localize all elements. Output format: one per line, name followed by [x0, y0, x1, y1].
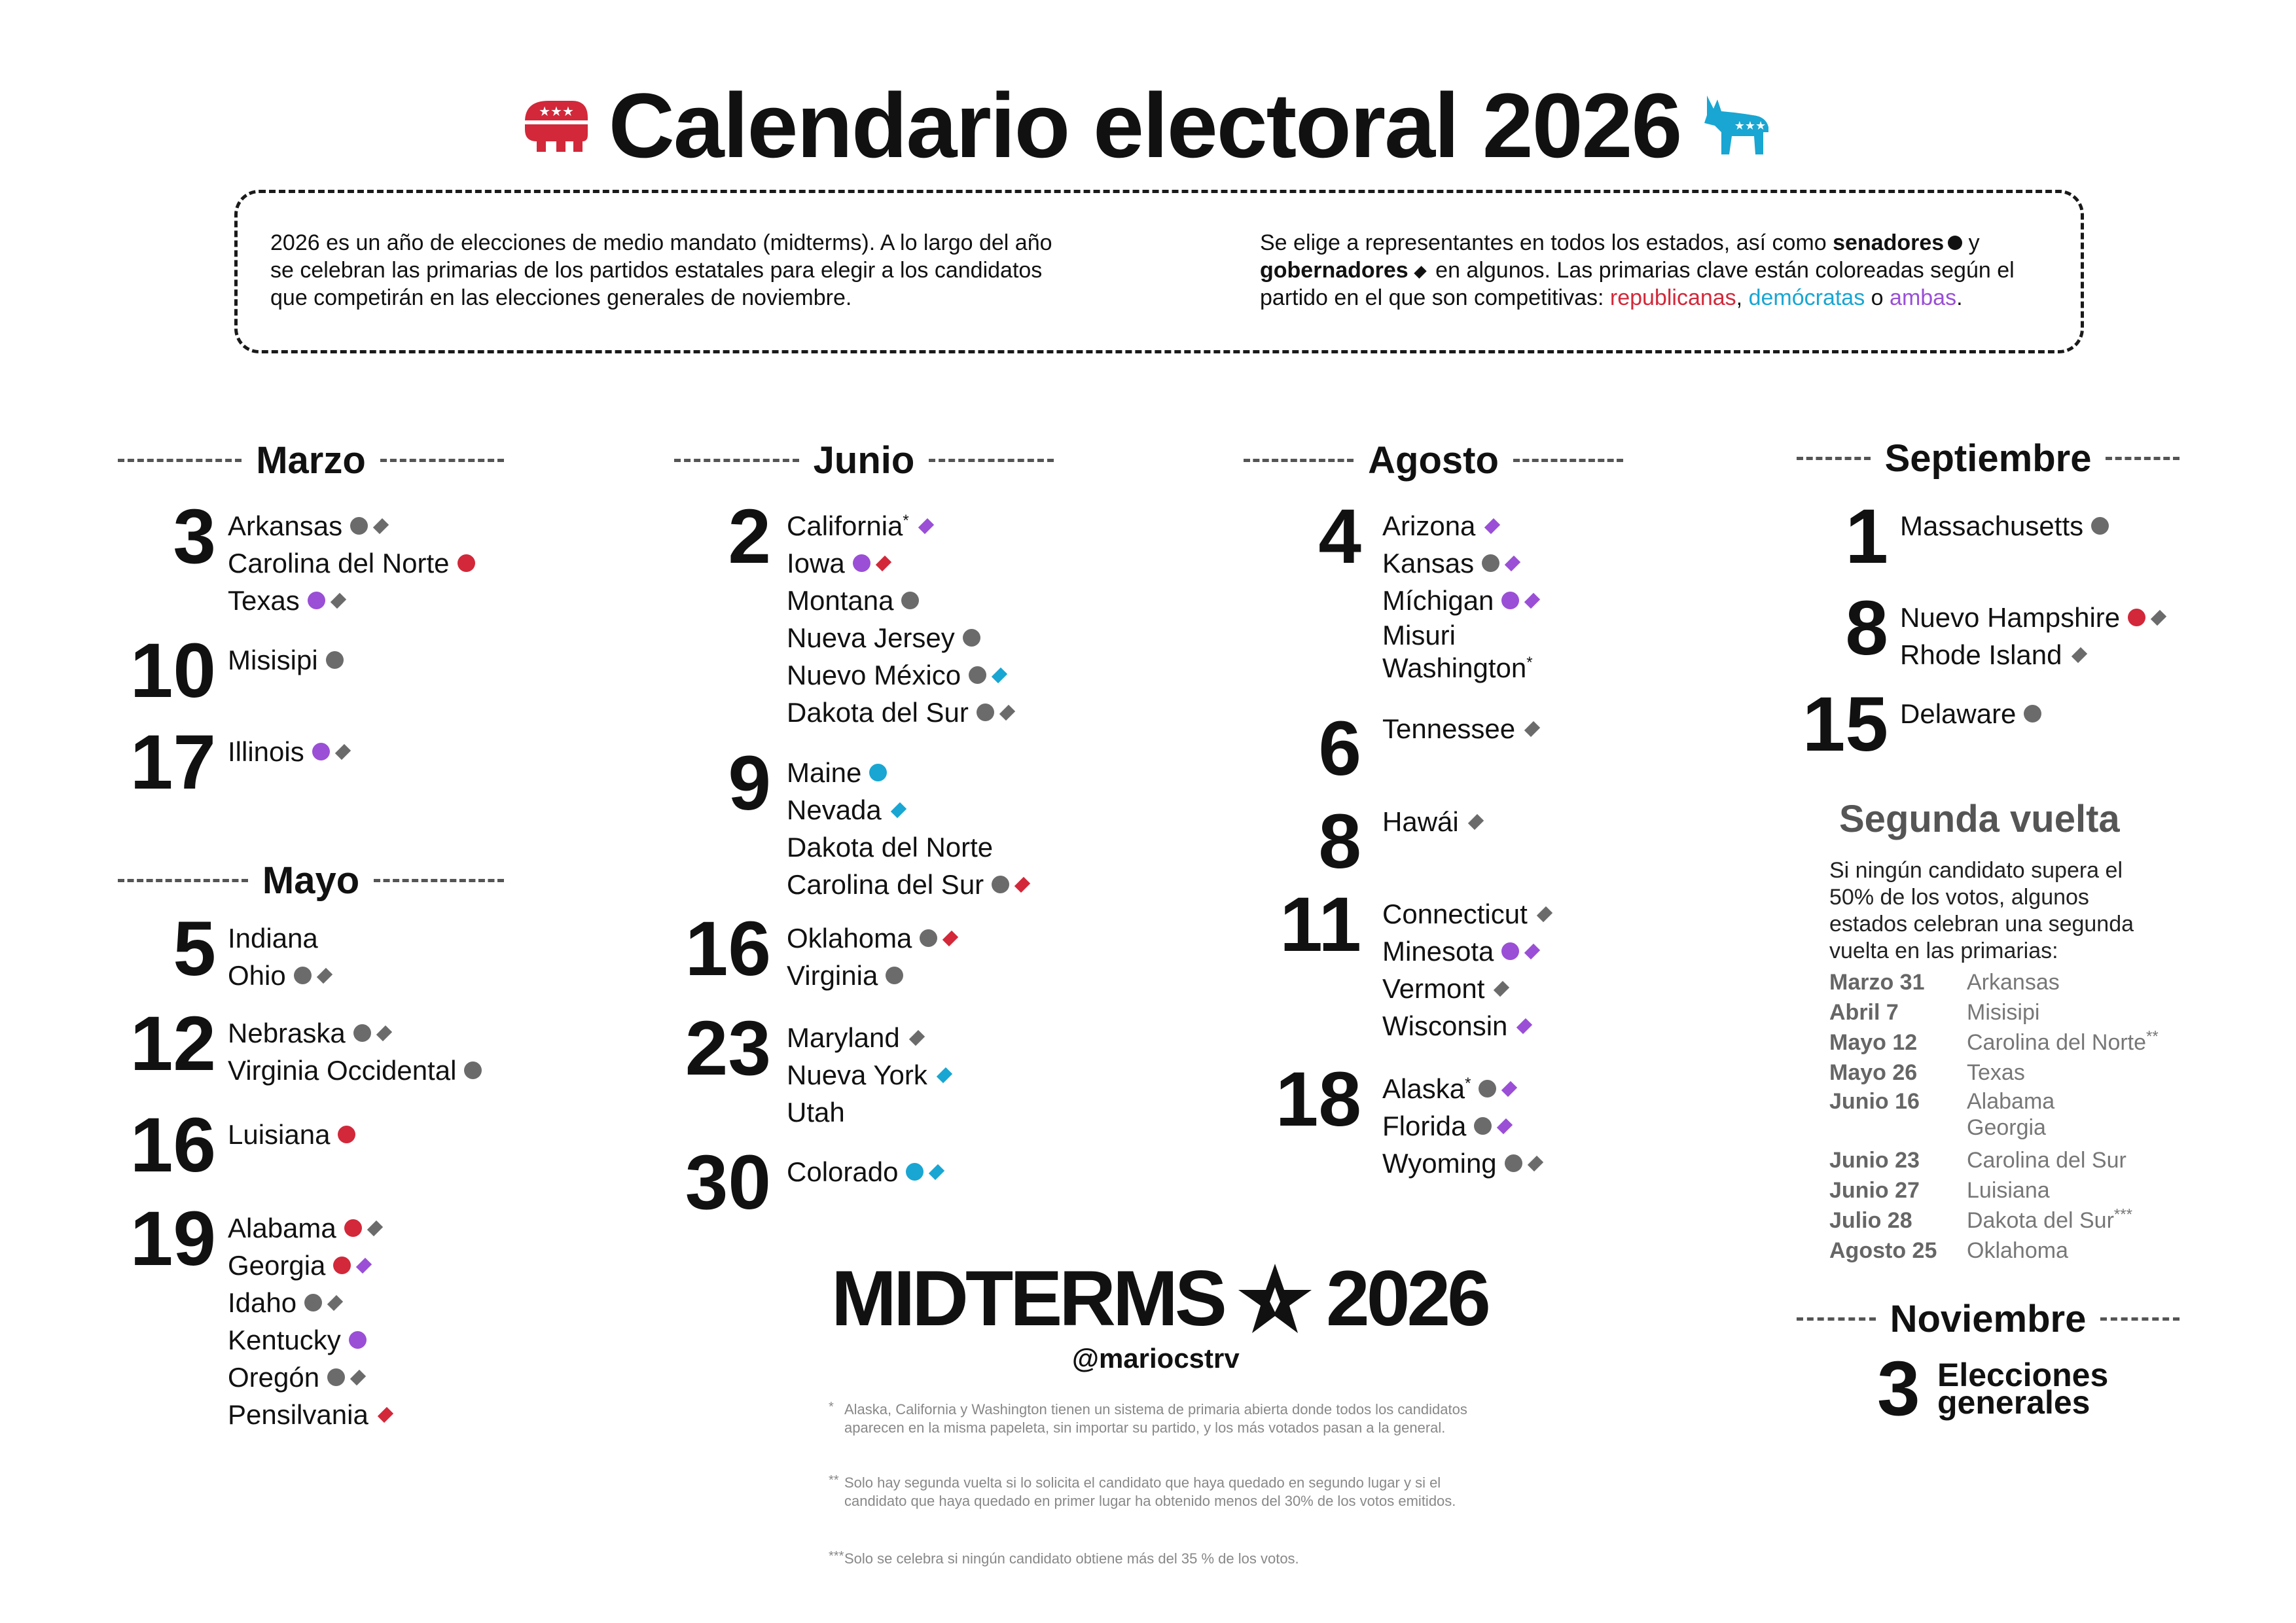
svg-text:★★★: ★★★ [1734, 119, 1767, 133]
list-item [228, 544, 475, 582]
runoff-row [1829, 1236, 2068, 1266]
month-name: Junio [813, 438, 915, 482]
runoff-row [1829, 967, 2060, 997]
diamond-icon [2151, 609, 2166, 625]
list-item [1382, 1107, 1542, 1145]
circle-icon [353, 1024, 371, 1042]
intro-left-text: 2026 es un año de elecciones de medio mandato (midterms). A lo largo del año se celebran las primarias de los partidos estatales para elegir a los candidatos que competirán en las elecciones generales de noviembre. [270, 230, 1052, 310]
runoff-date: Junio 23 [1829, 1148, 1920, 1173]
runoff-row [1829, 1058, 2025, 1088]
diamond-icon [1014, 876, 1030, 892]
governors-label: gobernadores [1260, 258, 1408, 283]
runoff-state: Misisipi [1967, 1000, 2040, 1025]
day-number: 19 [130, 1196, 216, 1282]
state-list [228, 507, 475, 619]
state-name: Nueva York [787, 1060, 927, 1090]
runoff-date: Mayo 26 [1829, 1060, 1918, 1085]
runoff-state: Oklahoma [1967, 1238, 2068, 1263]
runoff-date: Mayo 12 [1829, 1030, 1918, 1055]
state-list [1382, 507, 1539, 685]
diamond-icon [378, 1406, 393, 1422]
republican-label: republicanas [1609, 285, 1736, 310]
state-name: Wyoming [1382, 1148, 1497, 1179]
state-name: Luisiana [228, 1119, 331, 1150]
list-item [228, 1052, 482, 1089]
list-item [228, 641, 344, 679]
list-item [1382, 803, 1482, 840]
list-item [787, 694, 1014, 731]
day-number: 10 [130, 628, 216, 714]
state-list [787, 1153, 943, 1190]
list-item [228, 1284, 392, 1321]
runoff-row [1829, 1145, 2126, 1175]
runoff-date: Junio 16 [1829, 1089, 1920, 1114]
runoff-state: Luisiana [1967, 1178, 2050, 1203]
state-name: Indiana [228, 923, 318, 954]
runoff-state: Georgia [1967, 1115, 2046, 1140]
diamond-icon [1516, 1018, 1532, 1033]
diamond-icon [376, 1025, 392, 1041]
state-list [228, 1209, 392, 1433]
state-name: Pensilvania [228, 1399, 368, 1430]
runoff-date: Junio 27 [1829, 1178, 1920, 1203]
state-list [787, 1019, 951, 1131]
circle-icon [906, 1163, 924, 1181]
list-item [787, 656, 1014, 694]
diamond-icon [1524, 592, 1540, 608]
state-list [787, 919, 957, 994]
month-header-noviembre [1790, 1296, 2186, 1342]
diamond-icon [992, 667, 1007, 683]
diamond-icon [331, 592, 346, 608]
title-row [0, 73, 2296, 178]
state-name: Alabama [228, 1213, 336, 1243]
circle-icon [350, 517, 368, 535]
list-item [1900, 695, 2041, 732]
circle-icon [1482, 554, 1499, 572]
circle-icon [344, 1219, 362, 1237]
diamond-icon [1524, 721, 1540, 736]
month-name: Mayo [262, 859, 360, 902]
state-name: Minesota [1382, 936, 1494, 967]
state-name: Nuevo Hampshire [1900, 602, 2121, 633]
day-number: 3 [1877, 1346, 1920, 1432]
state-list [228, 641, 344, 679]
state-name: Kentucky [228, 1325, 341, 1355]
circle-icon [969, 666, 986, 684]
day-number: 30 [685, 1139, 771, 1226]
state-name: Nueva Jersey [787, 622, 955, 653]
list-item [787, 1094, 951, 1131]
circle-icon [304, 1294, 322, 1311]
state-list [1382, 803, 1482, 840]
state-name: Nevada [787, 794, 882, 825]
state-name: Colorado [787, 1156, 899, 1187]
list-item [1382, 582, 1539, 619]
footnote: *** Solo se celebra si ningún candidato obtiene más del 35 % de los votos. [829, 1549, 1299, 1567]
state-list [228, 919, 331, 994]
circle-icon [333, 1257, 351, 1274]
circle-icon [977, 704, 994, 721]
state-list [228, 733, 350, 770]
runoff-row [1829, 1113, 2046, 1143]
state-name: Misuri [1382, 620, 1456, 651]
list-item [228, 733, 350, 770]
day-number: 17 [130, 719, 216, 806]
day-number: 1 [1845, 493, 1888, 580]
intro-box [234, 190, 2084, 353]
circle-icon [1501, 942, 1519, 960]
circle-icon [963, 629, 980, 647]
state-name: Kansas [1382, 548, 1475, 579]
month-header-junio [668, 437, 1060, 483]
circle-icon [2128, 609, 2145, 626]
list-item [228, 1396, 392, 1433]
general-line: generales [1937, 1384, 2090, 1421]
intro-text: , [1736, 285, 1749, 310]
list-item [787, 507, 1014, 544]
state-list [1900, 599, 2165, 673]
state-name: Hawái [1382, 806, 1459, 837]
list-item [787, 829, 1029, 866]
circle-icon [2091, 517, 2109, 535]
circle-icon [312, 743, 330, 760]
day-number: 5 [173, 906, 216, 992]
list-item [228, 1209, 392, 1247]
state-list [787, 754, 1029, 903]
state-list [1900, 695, 2041, 732]
both-label: ambas [1890, 285, 1957, 310]
list-item [1382, 507, 1539, 544]
state-name: Iowa [787, 548, 845, 579]
circle-icon [2024, 705, 2041, 722]
circle-icon [327, 1368, 345, 1386]
circle-icon [920, 929, 937, 947]
list-item [228, 507, 475, 544]
list-item [1382, 1145, 1542, 1182]
author-handle: @mariocstrv [1072, 1343, 1240, 1374]
circle-icon [338, 1126, 355, 1143]
circle-icon [992, 876, 1009, 893]
state-name: Illinois [228, 736, 304, 767]
state-name: Carolina del Norte [228, 548, 450, 579]
diamond-icon [1524, 943, 1540, 959]
runoff-date: Agosto 25 [1829, 1238, 1937, 1263]
list-item [787, 1153, 943, 1190]
circle-icon [326, 651, 344, 669]
diamond-icon [350, 1369, 366, 1385]
circle-icon [1948, 236, 1962, 250]
diamond-icon [1501, 1080, 1517, 1096]
list-item [1382, 1070, 1542, 1107]
state-list [228, 1116, 355, 1153]
circle-icon [457, 554, 475, 572]
diamond-icon [1497, 1118, 1513, 1133]
runoff-row [1829, 997, 2039, 1027]
list-item [787, 1056, 951, 1094]
list-item [228, 1359, 392, 1396]
state-list [787, 507, 1014, 731]
day-number: 9 [728, 740, 771, 827]
circle-icon [1479, 1080, 1496, 1097]
state-name: Dakota del Norte [787, 832, 994, 863]
midterms-logo [831, 1255, 1488, 1342]
day-number: 12 [130, 1001, 216, 1087]
diamond-icon [1537, 906, 1552, 921]
runoff-state: Carolina del Sur [1967, 1148, 2126, 1173]
runoff-date: Marzo 31 [1829, 970, 1925, 995]
intro-text: Se elige a representantes en todos los estados, así como [1260, 230, 1833, 255]
list-item [228, 919, 331, 957]
list-item [1382, 895, 1551, 933]
state-name: Utah [787, 1097, 845, 1128]
runoff-row [1829, 1027, 2159, 1058]
circle-icon [1474, 1117, 1492, 1135]
day-number: 2 [728, 493, 771, 580]
circle-icon [1501, 592, 1519, 609]
month-header-agosto [1237, 437, 1630, 483]
diamond-icon [373, 518, 389, 533]
list-item [1382, 619, 1539, 652]
list-item [228, 1116, 355, 1153]
list-item [1382, 710, 1539, 747]
state-name: Connecticut [1382, 899, 1528, 929]
state-name: Oregón [228, 1362, 320, 1393]
state-name: Texas [228, 585, 300, 616]
diamond-icon [1484, 518, 1500, 533]
star-icon [1236, 1261, 1314, 1336]
footnote: ** Solo hay segunda vuelta si lo solicita el candidato que haya quedado en segundo lugar y si el candidato que haya quedado en primer lugar ha obtenido menos del 30% de los votos emitidos. [829, 1473, 1456, 1509]
state-name: Tennessee [1382, 713, 1516, 744]
state-name: Wisconsin [1382, 1010, 1508, 1041]
page-title: Calendario electoral 2026 [608, 74, 1681, 177]
circle-icon [1505, 1154, 1522, 1172]
logo-text: MIDTERMS [831, 1255, 1224, 1342]
list-item [1900, 636, 2165, 673]
list-item [1382, 1007, 1551, 1044]
diamond-icon [918, 518, 934, 533]
day-number: 8 [1845, 585, 1888, 671]
runoff-state: Carolina del Norte** [1967, 1027, 2159, 1055]
runoff-title: Segunda vuelta [1839, 798, 2120, 840]
state-name: Carolina del Sur [787, 869, 984, 900]
senators-label: senadores [1833, 230, 1945, 255]
intro-right-text [1260, 229, 2058, 312]
diamond-icon [937, 1067, 952, 1082]
list-item [1900, 507, 2109, 544]
month-name: Septiembre [1884, 437, 2092, 480]
state-list [228, 1014, 482, 1089]
diamond-icon [1505, 555, 1520, 571]
diamond-icon [876, 555, 891, 571]
state-name: Massachusetts [1900, 510, 2084, 541]
day-number: 16 [130, 1102, 216, 1188]
list-item [1382, 652, 1539, 685]
list-item [228, 582, 475, 619]
circle-icon [294, 967, 312, 984]
list-item [787, 791, 1029, 829]
runoff-state: Texas [1967, 1060, 2025, 1085]
state-name: Oklahoma [787, 923, 912, 954]
list-item [787, 754, 1029, 791]
runoff-state: Arkansas [1967, 970, 2060, 995]
month-header-marzo [111, 437, 511, 483]
donkey-icon [1698, 93, 1776, 158]
list-item [228, 1247, 392, 1284]
state-name: Virginia Occidental [228, 1055, 457, 1086]
list-item [1900, 599, 2165, 636]
day-number: 11 [1280, 882, 1361, 968]
diamond-icon [1414, 266, 1426, 278]
diamond-icon [999, 704, 1015, 720]
state-name: Misisipi [228, 645, 318, 675]
state-name: Washington* [1382, 652, 1533, 683]
day-number: 8 [1318, 798, 1361, 885]
list-item [787, 582, 1014, 619]
state-name: Nebraska [228, 1018, 346, 1048]
general-line: Elecciones [1937, 1357, 2109, 1393]
logo-text: 2026 [1325, 1255, 1488, 1342]
footnote: * Alaska, California y Washington tienen un sistema de primaria abierta donde todos los candidatos aparecen en la misma papeleta, sin importar su partido, y los más votados pasan a la general. [829, 1400, 1467, 1436]
state-list [1382, 1070, 1542, 1182]
day-number: 18 [1275, 1056, 1361, 1143]
svg-text:★★★: ★★★ [538, 103, 574, 119]
diamond-icon [1528, 1155, 1543, 1171]
list-item [1382, 970, 1551, 1007]
circle-icon [349, 1331, 367, 1349]
month-header-mayo [111, 857, 511, 903]
runoff-date [1829, 1113, 1967, 1143]
general-elections-label [1937, 1357, 2109, 1421]
state-name: Georgia [228, 1250, 326, 1281]
list-item [787, 957, 957, 994]
day-number: 6 [1318, 705, 1361, 792]
state-name: Montana [787, 585, 894, 616]
state-name: Arizona [1382, 510, 1476, 541]
diamond-icon [1494, 980, 1509, 996]
diamond-icon [942, 930, 958, 946]
list-item [1382, 933, 1551, 970]
day-number: 23 [685, 1005, 771, 1092]
diamond-icon [909, 1029, 925, 1045]
list-item [228, 1321, 392, 1359]
state-list [1900, 507, 2109, 544]
state-name: Arkansas [228, 510, 343, 541]
state-name: Maryland [787, 1022, 900, 1053]
runoff-row [1829, 1205, 2132, 1236]
state-list [1382, 710, 1539, 747]
intro-text: o [1865, 285, 1890, 310]
diamond-icon [929, 1164, 944, 1179]
circle-icon [901, 592, 919, 609]
circle-icon [308, 592, 325, 609]
state-name: Florida [1382, 1111, 1467, 1141]
list-item [787, 919, 957, 957]
day-number: 3 [173, 493, 216, 580]
day-number: 16 [685, 906, 771, 992]
runoff-state: Alabama [1967, 1089, 2055, 1114]
month-name: Marzo [256, 438, 366, 482]
state-name: Idaho [228, 1287, 297, 1318]
state-list [1382, 895, 1551, 1044]
list-item [787, 866, 1029, 903]
month-name: Agosto [1368, 438, 1499, 482]
circle-icon [869, 764, 887, 781]
state-name: Maine [787, 757, 862, 788]
runoff-state: Dakota del Sur*** [1967, 1205, 2132, 1233]
runoff-date: Julio 28 [1829, 1208, 1912, 1233]
diamond-icon [335, 743, 351, 759]
intro-text: y [1962, 230, 1980, 255]
intro-text: en algunos. Las primarias clave están coloreadas según el partido en el que son competitivas: [1260, 258, 2015, 310]
list-item [787, 544, 1014, 582]
diamond-icon [317, 967, 332, 983]
month-header-septiembre [1790, 435, 2186, 481]
state-name: Delaware [1900, 698, 2017, 729]
diamond-icon [367, 1220, 383, 1236]
runoff-description: Si ningún candidato supera el 50% de los votos, algunos estados celebran una segunda vuelta en las primarias: [1829, 858, 2134, 963]
month-name: Noviembre [1890, 1297, 2087, 1340]
list-item [1382, 544, 1539, 582]
diamond-icon [2071, 647, 2087, 662]
elephant-icon [520, 96, 592, 156]
list-item [787, 619, 1014, 656]
diamond-icon [1468, 813, 1484, 829]
circle-icon [464, 1061, 482, 1079]
state-name: Nuevo México [787, 660, 961, 690]
state-name: Rhode Island [1900, 639, 2062, 670]
day-number: 4 [1318, 493, 1361, 580]
intro-text: . [1956, 285, 1963, 310]
list-item [228, 1014, 482, 1052]
circle-icon [886, 967, 903, 984]
state-name: Dakota del Sur [787, 697, 969, 728]
state-name: Vermont [1382, 973, 1485, 1004]
state-name: California* [787, 510, 909, 541]
democrat-label: demócratas [1748, 285, 1865, 310]
circle-icon [853, 554, 870, 572]
state-name: Ohio [228, 960, 286, 991]
list-item [228, 957, 331, 994]
day-number: 15 [1802, 681, 1888, 768]
state-name: Alaska* [1382, 1073, 1471, 1104]
state-name: Míchigan [1382, 585, 1494, 616]
state-name: Virginia [787, 960, 878, 991]
diamond-icon [891, 802, 906, 817]
runoff-row [1829, 1175, 2050, 1205]
diamond-icon [356, 1257, 372, 1273]
list-item [787, 1019, 951, 1056]
diamond-icon [327, 1294, 343, 1310]
runoff-date: Abril 7 [1829, 1000, 1899, 1025]
